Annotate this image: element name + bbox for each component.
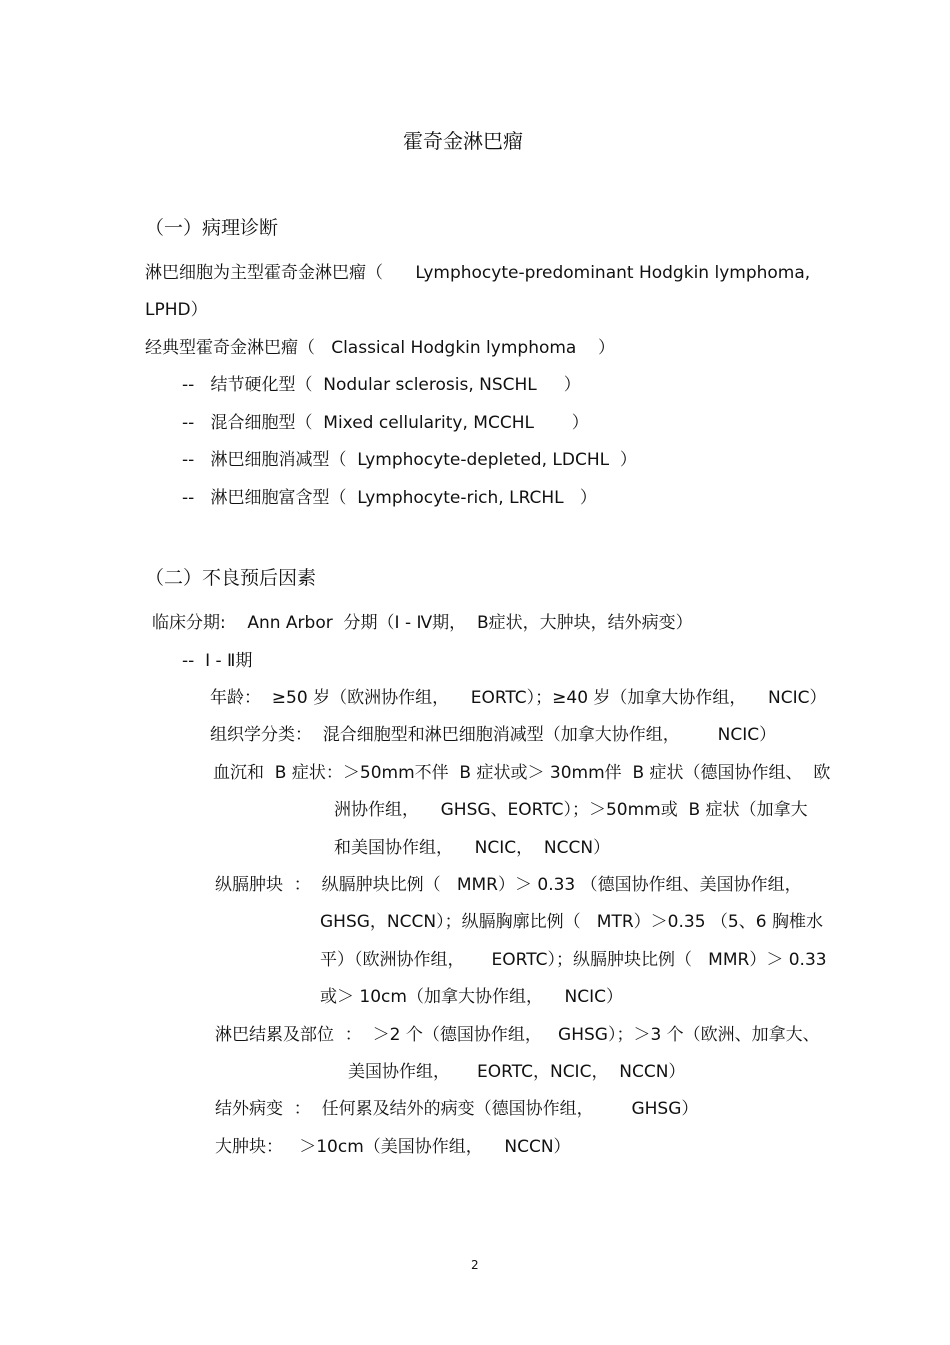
list-item: -- 混合细胞型（ Mixed cellularity, MCCHL ） (182, 413, 589, 433)
list-item: -- Ⅰ - Ⅱ期 (182, 651, 253, 671)
text-line: 血沉和 B 症状：＞50mm不伴 B 症状或＞ 30mm伴 B 症状（德国协作组、 欧 (213, 763, 831, 783)
text-line: 结外病变 ： 任何累及结外的病变（德国协作组， GHSG） (215, 1099, 699, 1119)
text-line: 淋巴结累及部位 ： ＞2 个（德国协作组， GHSG）；＞3 个（欧洲、加拿大、 (215, 1025, 820, 1045)
text-line: GHSG，NCCN）；纵膈胸廓比例（ MTR）＞0.35 （5、6 胸椎水 (320, 912, 823, 932)
document-title: 霍奇金淋巴瘤 (403, 129, 523, 153)
text-line: 或＞ 10cm（加拿大协作组， NCIC） (320, 987, 624, 1007)
text-line: 纵膈肿块 ： 纵膈肿块比例（ MMR）＞ 0.33 （德国协作组、美国协作组， (215, 875, 802, 895)
text-line: LPHD） (145, 300, 208, 320)
list-item: -- 淋巴细胞富含型（ Lymphocyte-rich, LRCHL ） (182, 488, 597, 508)
section-heading-prognosis: （二）不良预后因素 (145, 567, 317, 589)
list-item: -- 淋巴细胞消减型（ Lymphocyte-depleted, LDCHL ） (182, 450, 637, 470)
text-line: 经典型霍奇金淋巴瘤（ Classical Hodgkin lymphoma ） (145, 338, 615, 358)
text-line: 大肿块： ＞10cm（美国协作组， NCCN） (215, 1137, 571, 1157)
text-line: 平）（欧洲协作组， EORTC）；纵膈肿块比例（ MMR）＞ 0.33 (320, 950, 827, 970)
text-line: 洲协作组， GHSG、EORTC）；＞50mm或 B 症状（加拿大 (334, 800, 808, 820)
text-line: 年龄： ≥50 岁（欧洲协作组， EORTC）；≥40 岁（加拿大协作组， NCIC） (210, 688, 827, 708)
page-number: 2 (471, 1258, 479, 1272)
text-line: 临床分期: Ann Arbor 分期（Ⅰ - Ⅳ期， B症状，大肿块，结外病变） (152, 613, 693, 633)
text-line: 美国协作组， EORTC，NCIC， NCCN） (348, 1062, 686, 1082)
text-line: 组织学分类： 混合细胞型和淋巴细胞消减型（加拿大协作组， NCIC） (210, 725, 777, 745)
text-line: 淋巴细胞为主型霍奇金淋巴瘤（ Lymphocyte-predominant Hodgkin lymphoma, (145, 263, 811, 283)
text-line: 和美国协作组， NCIC， NCCN） (334, 838, 611, 858)
section-heading-pathology: （一）病理诊断 (145, 217, 279, 239)
list-item: -- 结节硬化型（ Nodular sclerosis, NSCHL ） (182, 375, 581, 395)
